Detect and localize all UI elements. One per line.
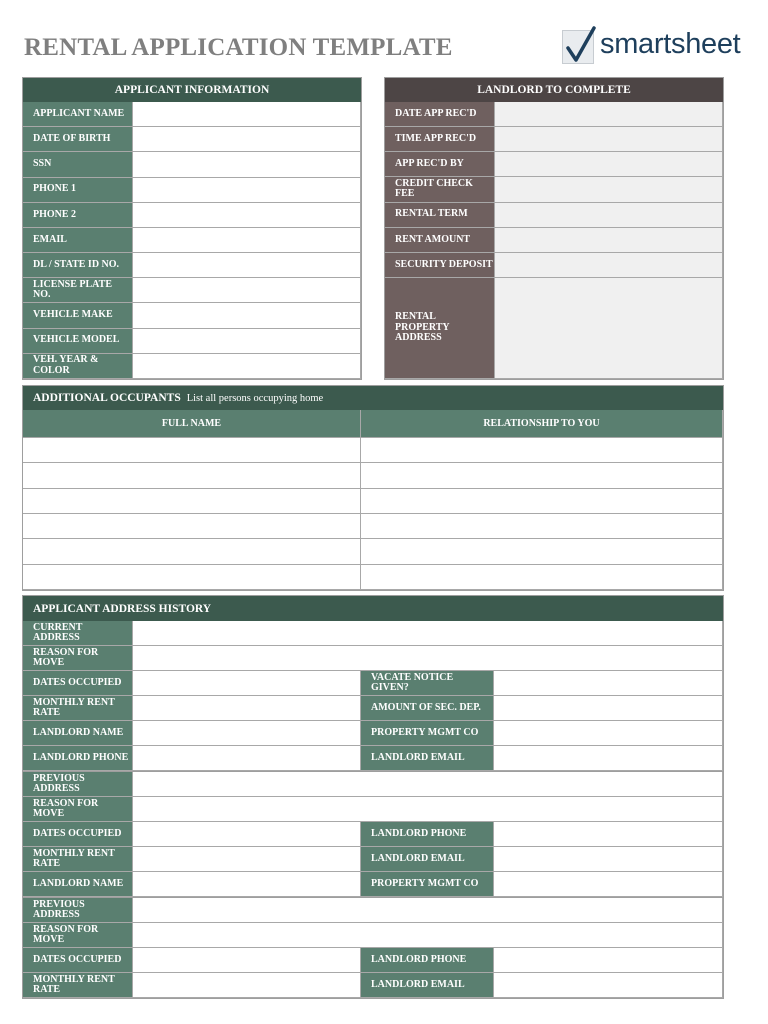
rental-property-address-row — [385, 278, 723, 379]
applicant-field-email[interactable] — [133, 228, 361, 253]
applicant-label-applicant-name: APPLICANT NAME — [23, 102, 133, 127]
landlord-field-rental-term[interactable] — [495, 203, 723, 228]
current-field-monthly-rent-rate[interactable] — [133, 696, 361, 721]
previous-2-field-landlord-phone[interactable] — [494, 948, 723, 973]
current-label-vacate-notice-given: VACATE NOTICE GIVEN? — [361, 671, 494, 696]
previous-2-field-landlord-email[interactable] — [494, 973, 723, 998]
applicant-field-veh-year-color[interactable] — [133, 354, 361, 379]
landlord-field-credit-check-fee[interactable] — [495, 177, 723, 202]
landlord-label-credit-check-fee: CREDIT CHECK FEE — [385, 177, 495, 202]
applicant-field-applicant-name[interactable] — [133, 102, 361, 127]
checkmark-icon — [562, 26, 602, 70]
landlord-field-security-deposit[interactable] — [495, 253, 723, 278]
current-field-landlord-name[interactable] — [133, 721, 361, 746]
page-title: RENTAL APPLICATION TEMPLATE — [24, 34, 453, 61]
current-label-landlord-email: LANDLORD EMAIL — [361, 746, 494, 771]
applicant-field-phone-2[interactable] — [133, 203, 361, 228]
landlord-field-time-app-rec-d[interactable] — [495, 127, 723, 152]
applicant-field-phone-1[interactable] — [133, 178, 361, 203]
previous-2-label-landlord-phone: LANDLORD PHONE — [361, 948, 494, 973]
applicant-field-vehicle-model[interactable] — [133, 329, 361, 354]
previous-1-field-landlord-phone[interactable] — [494, 822, 723, 847]
current-label-monthly-rent-rate: MONTHLY RENT RATE — [23, 696, 133, 721]
applicant-label-phone-2: PHONE 2 — [23, 203, 133, 228]
landlord-label-security-deposit: SECURITY DEPOSIT — [385, 253, 495, 278]
additional-occupants-title: ADDITIONAL OCCUPANTS — [33, 392, 181, 404]
applicant-label-vehicle-model: VEHICLE MODEL — [23, 329, 133, 354]
current-field-vacate-notice-given[interactable] — [494, 671, 723, 696]
current-field-landlord-phone[interactable] — [133, 746, 361, 771]
landlord-label-app-rec-d-by: APP REC'D BY — [385, 152, 495, 177]
occupant-relationship-field[interactable] — [361, 539, 723, 564]
previous-address-block-2 — [23, 897, 723, 998]
landlord-field-date-app-rec-d[interactable] — [495, 102, 723, 127]
landlord-header: LANDLORD TO COMPLETE — [385, 78, 723, 102]
applicant-field-vehicle-make[interactable] — [133, 303, 361, 328]
previous-1-reason-label: REASON FOR MOVE — [23, 797, 133, 822]
previous-2-field-dates-occupied[interactable] — [133, 948, 361, 973]
landlord-field-rent-amount[interactable] — [495, 228, 723, 253]
rental-property-address-label: RENTAL PROPERTY ADDRESS — [385, 278, 495, 379]
applicant-field-dl-state-id-no[interactable] — [133, 253, 361, 278]
applicant-field-date-of-birth[interactable] — [133, 127, 361, 152]
current-address-block — [23, 621, 723, 771]
occupant-full-name-field[interactable] — [23, 438, 361, 463]
occupant-full-name-field[interactable] — [23, 539, 361, 564]
address-history-header: APPLICANT ADDRESS HISTORY — [23, 596, 723, 621]
current-address-label: CURRENT ADDRESS — [23, 621, 133, 646]
current-label-landlord-phone: LANDLORD PHONE — [23, 746, 133, 771]
occupant-relationship-field[interactable] — [361, 514, 723, 539]
previous-2-address-field[interactable] — [133, 898, 723, 923]
occupant-full-name-field[interactable] — [23, 514, 361, 539]
previous-1-field-monthly-rent-rate[interactable] — [133, 847, 361, 872]
smartsheet-logo — [560, 26, 768, 70]
applicant-label-email: EMAIL — [23, 228, 133, 253]
current-field-landlord-email[interactable] — [494, 746, 723, 771]
applicant-field-ssn[interactable] — [133, 152, 361, 177]
column-header-relationship: RELATIONSHIP TO YOU — [361, 410, 723, 438]
applicant-information-grid — [23, 102, 361, 379]
previous-1-label-dates-occupied: DATES OCCUPIED — [23, 822, 133, 847]
current-reason-field[interactable] — [133, 646, 723, 671]
previous-2-address-label: PREVIOUS ADDRESS — [23, 898, 133, 923]
current-field-property-mgmt-co[interactable] — [494, 721, 723, 746]
previous-2-reason-field[interactable] — [133, 923, 723, 948]
previous-2-reason-label: REASON FOR MOVE — [23, 923, 133, 948]
previous-1-label-landlord-email: LANDLORD EMAIL — [361, 847, 494, 872]
current-field-dates-occupied[interactable] — [133, 671, 361, 696]
occupant-relationship-field[interactable] — [361, 438, 723, 463]
previous-2-label-landlord-email: LANDLORD EMAIL — [361, 973, 494, 998]
current-field-amount-of-sec-dep[interactable] — [494, 696, 723, 721]
previous-1-field-landlord-email[interactable] — [494, 847, 723, 872]
additional-occupants-header — [23, 386, 723, 410]
current-label-dates-occupied: DATES OCCUPIED — [23, 671, 133, 696]
applicant-label-date-of-birth: DATE OF BIRTH — [23, 127, 133, 152]
logo-text: smartsheet — [600, 28, 741, 60]
previous-address-block-1 — [23, 771, 723, 897]
previous-1-label-landlord-phone: LANDLORD PHONE — [361, 822, 494, 847]
current-address-field[interactable] — [133, 621, 723, 646]
applicant-label-license-plate-no: LICENSE PLATE NO. — [23, 278, 133, 303]
previous-1-address-label: PREVIOUS ADDRESS — [23, 772, 133, 797]
occupants-table — [23, 410, 723, 590]
landlord-label-rent-amount: RENT AMOUNT — [385, 228, 495, 253]
applicant-label-veh-year-color: VEH. YEAR & COLOR — [23, 354, 133, 379]
occupant-full-name-field[interactable] — [23, 565, 361, 590]
occupant-relationship-field[interactable] — [361, 463, 723, 488]
previous-1-address-field[interactable] — [133, 772, 723, 797]
applicant-label-ssn: SSN — [23, 152, 133, 177]
current-label-property-mgmt-co: PROPERTY MGMT CO — [361, 721, 494, 746]
previous-2-field-monthly-rent-rate[interactable] — [133, 973, 361, 998]
current-label-amount-of-sec-dep: AMOUNT OF SEC. DEP. — [361, 696, 494, 721]
previous-1-label-property-mgmt-co: PROPERTY MGMT CO — [361, 872, 494, 897]
column-header-full-name: FULL NAME — [23, 410, 361, 438]
landlord-label-date-app-rec-d: DATE APP REC'D — [385, 102, 495, 127]
previous-1-field-landlord-name[interactable] — [133, 872, 361, 897]
previous-1-label-landlord-name: LANDLORD NAME — [23, 872, 133, 897]
applicant-field-license-plate-no[interactable] — [133, 278, 361, 303]
occupant-relationship-field[interactable] — [361, 565, 723, 590]
previous-1-field-dates-occupied[interactable] — [133, 822, 361, 847]
landlord-label-time-app-rec-d: TIME APP REC'D — [385, 127, 495, 152]
applicant-label-vehicle-make: VEHICLE MAKE — [23, 303, 133, 328]
previous-1-reason-field[interactable] — [133, 797, 723, 822]
previous-1-label-monthly-rent-rate: MONTHLY RENT RATE — [23, 847, 133, 872]
landlord-label-rental-term: RENTAL TERM — [385, 203, 495, 228]
applicant-label-phone-1: PHONE 1 — [23, 178, 133, 203]
previous-1-field-property-mgmt-co[interactable] — [494, 872, 723, 897]
applicant-information-header: APPLICANT INFORMATION — [23, 78, 361, 102]
additional-occupants-note: List all persons occupying home — [186, 392, 324, 404]
rental-property-address-field[interactable] — [495, 278, 723, 379]
occupant-full-name-field[interactable] — [23, 463, 361, 488]
applicant-label-dl-state-id-no: DL / STATE ID NO. — [23, 253, 133, 278]
landlord-field-app-rec-d-by[interactable] — [495, 152, 723, 177]
occupant-full-name-field[interactable] — [23, 489, 361, 514]
occupant-relationship-field[interactable] — [361, 489, 723, 514]
landlord-grid — [385, 102, 723, 278]
previous-2-label-monthly-rent-rate: MONTHLY RENT RATE — [23, 973, 133, 998]
current-label-landlord-name: LANDLORD NAME — [23, 721, 133, 746]
previous-2-label-dates-occupied: DATES OCCUPIED — [23, 948, 133, 973]
current-reason-label: REASON FOR MOVE — [23, 646, 133, 671]
